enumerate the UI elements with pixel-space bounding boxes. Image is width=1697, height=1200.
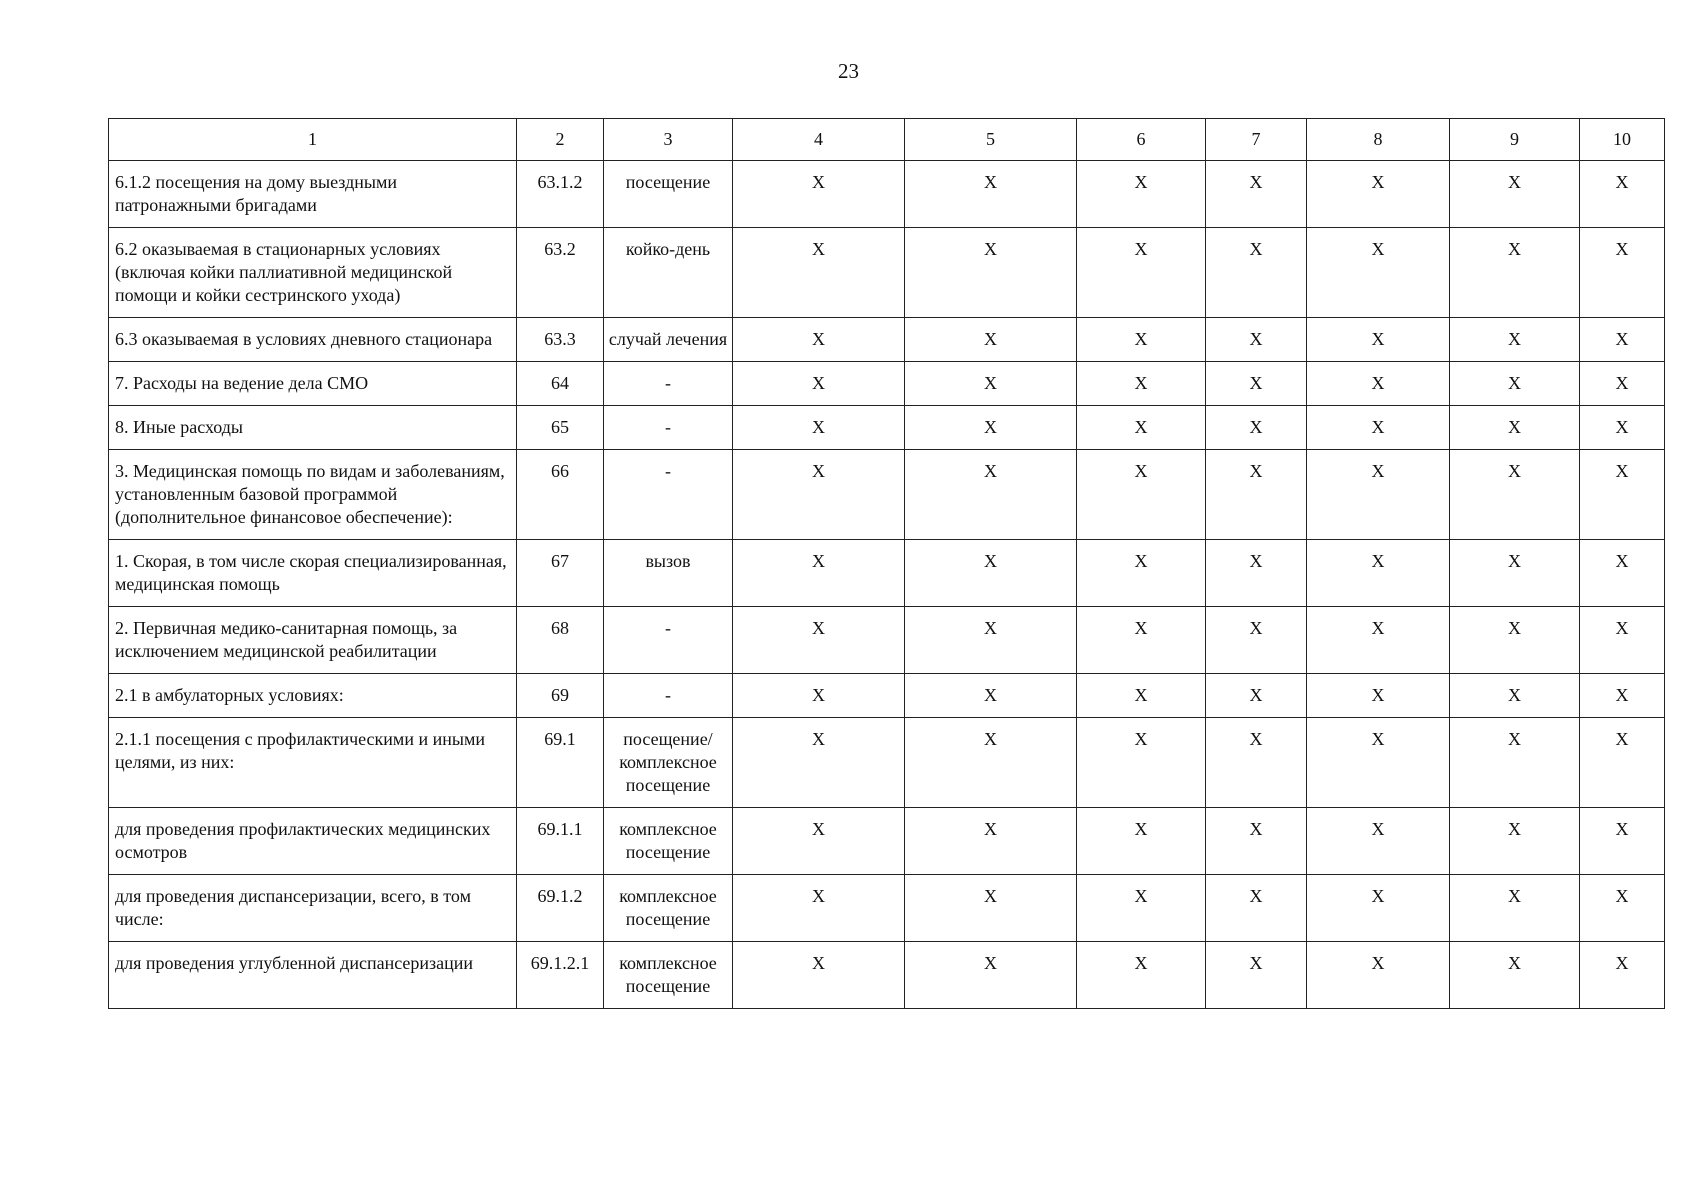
header-row (109, 119, 1665, 161)
row-code-cell: 66 (517, 450, 604, 540)
value-cell-col-9: X (1450, 450, 1580, 540)
row-name-cell: для проведения диспансеризации, всего, в том числе: (109, 875, 517, 942)
value-cell-col-7: X (1206, 450, 1307, 540)
value-cell-col-10: X (1580, 808, 1665, 875)
value-cell-col-7: X (1206, 228, 1307, 318)
value-cell-col-5: X (905, 406, 1077, 450)
value-cell-col-9: X (1450, 674, 1580, 718)
column-header-6: 6 (1077, 119, 1206, 161)
value-cell-col-6: X (1077, 228, 1206, 318)
table-row (109, 607, 1665, 674)
value-cell-col-8: X (1307, 607, 1450, 674)
row-unit-cell: - (604, 607, 733, 674)
value-cell-col-10: X (1580, 875, 1665, 942)
table-row (109, 228, 1665, 318)
value-cell-col-10: X (1580, 942, 1665, 1009)
value-cell-col-9: X (1450, 718, 1580, 808)
column-header-4: 4 (733, 119, 905, 161)
value-cell-col-9: X (1450, 362, 1580, 406)
column-header-2: 2 (517, 119, 604, 161)
row-code-cell: 68 (517, 607, 604, 674)
row-code-cell: 69 (517, 674, 604, 718)
value-cell-col-5: X (905, 540, 1077, 607)
value-cell-col-5: X (905, 362, 1077, 406)
value-cell-col-10: X (1580, 607, 1665, 674)
row-name-cell: 2.1.1 посещения с профилактическими и иными целями, из них: (109, 718, 517, 808)
value-cell-col-6: X (1077, 607, 1206, 674)
row-code-cell: 63.3 (517, 318, 604, 362)
value-cell-col-4: X (733, 540, 905, 607)
row-name-cell: 6.3 оказываемая в условиях дневного стационара (109, 318, 517, 362)
table-row (109, 362, 1665, 406)
table-header (109, 119, 1665, 161)
value-cell-col-7: X (1206, 607, 1307, 674)
row-unit-cell: - (604, 406, 733, 450)
value-cell-col-9: X (1450, 318, 1580, 362)
value-cell-col-8: X (1307, 318, 1450, 362)
value-cell-col-6: X (1077, 362, 1206, 406)
row-code-cell: 69.1.2.1 (517, 942, 604, 1009)
value-cell-col-4: X (733, 674, 905, 718)
row-code-cell: 65 (517, 406, 604, 450)
value-cell-col-5: X (905, 607, 1077, 674)
row-unit-cell: вызов (604, 540, 733, 607)
table-row (109, 808, 1665, 875)
value-cell-col-10: X (1580, 450, 1665, 540)
value-cell-col-5: X (905, 161, 1077, 228)
value-cell-col-8: X (1307, 362, 1450, 406)
value-cell-col-6: X (1077, 808, 1206, 875)
value-cell-col-10: X (1580, 228, 1665, 318)
row-name-cell: 6.2 оказываемая в стационарных условиях (включая койки паллиативной медицинской помощи и койки сестринского ухода) (109, 228, 517, 318)
value-cell-col-10: X (1580, 540, 1665, 607)
value-cell-col-6: X (1077, 161, 1206, 228)
value-cell-col-4: X (733, 318, 905, 362)
row-name-cell: для проведения профилактических медицинских осмотров (109, 808, 517, 875)
value-cell-col-8: X (1307, 228, 1450, 318)
row-code-cell: 69.1.2 (517, 875, 604, 942)
row-name-cell: 8. Иные расходы (109, 406, 517, 450)
value-cell-col-9: X (1450, 942, 1580, 1009)
value-cell-col-9: X (1450, 540, 1580, 607)
value-cell-col-6: X (1077, 450, 1206, 540)
table-row (109, 540, 1665, 607)
value-cell-col-9: X (1450, 607, 1580, 674)
table-row (109, 875, 1665, 942)
table-row (109, 318, 1665, 362)
value-cell-col-4: X (733, 942, 905, 1009)
table-row (109, 942, 1665, 1009)
row-unit-cell: - (604, 362, 733, 406)
value-cell-col-6: X (1077, 942, 1206, 1009)
row-code-cell: 67 (517, 540, 604, 607)
value-cell-col-6: X (1077, 875, 1206, 942)
row-code-cell: 64 (517, 362, 604, 406)
page-number: 23 (838, 59, 859, 83)
value-cell-col-5: X (905, 942, 1077, 1009)
value-cell-col-10: X (1580, 406, 1665, 450)
row-name-cell: 6.1.2 посещения на дому выездными патронажными бригадами (109, 161, 517, 228)
row-unit-cell: комплексное посещение (604, 942, 733, 1009)
table-row (109, 718, 1665, 808)
value-cell-col-8: X (1307, 540, 1450, 607)
value-cell-col-5: X (905, 875, 1077, 942)
column-header-1: 1 (109, 119, 517, 161)
value-cell-col-5: X (905, 674, 1077, 718)
row-unit-cell: - (604, 674, 733, 718)
table-row (109, 406, 1665, 450)
value-cell-col-7: X (1206, 674, 1307, 718)
value-cell-col-6: X (1077, 674, 1206, 718)
column-header-10: 10 (1580, 119, 1665, 161)
value-cell-col-7: X (1206, 942, 1307, 1009)
column-header-9: 9 (1450, 119, 1580, 161)
value-cell-col-4: X (733, 607, 905, 674)
row-code-cell: 63.1.2 (517, 161, 604, 228)
row-name-cell: 2.1 в амбулаторных условиях: (109, 674, 517, 718)
row-name-cell: 1. Скорая, в том числе скорая специализированная, медицинская помощь (109, 540, 517, 607)
value-cell-col-7: X (1206, 540, 1307, 607)
value-cell-col-6: X (1077, 540, 1206, 607)
value-cell-col-4: X (733, 450, 905, 540)
table-row (109, 674, 1665, 718)
value-cell-col-4: X (733, 406, 905, 450)
value-cell-col-4: X (733, 808, 905, 875)
value-cell-col-7: X (1206, 161, 1307, 228)
value-cell-col-6: X (1077, 318, 1206, 362)
value-cell-col-8: X (1307, 406, 1450, 450)
row-code-cell: 69.1.1 (517, 808, 604, 875)
value-cell-col-8: X (1307, 808, 1450, 875)
table-row (109, 450, 1665, 540)
value-cell-col-10: X (1580, 362, 1665, 406)
value-cell-col-10: X (1580, 318, 1665, 362)
value-cell-col-8: X (1307, 674, 1450, 718)
column-header-7: 7 (1206, 119, 1307, 161)
value-cell-col-8: X (1307, 875, 1450, 942)
table-body (109, 161, 1665, 1009)
row-unit-cell: койко-день (604, 228, 733, 318)
value-cell-col-5: X (905, 228, 1077, 318)
value-cell-col-4: X (733, 718, 905, 808)
row-unit-cell: посещение/ комплексное посещение (604, 718, 733, 808)
column-header-3: 3 (604, 119, 733, 161)
value-cell-col-9: X (1450, 406, 1580, 450)
value-cell-col-10: X (1580, 161, 1665, 228)
value-cell-col-9: X (1450, 161, 1580, 228)
value-cell-col-10: X (1580, 718, 1665, 808)
value-cell-col-9: X (1450, 228, 1580, 318)
value-cell-col-6: X (1077, 406, 1206, 450)
value-cell-col-8: X (1307, 942, 1450, 1009)
value-cell-col-7: X (1206, 362, 1307, 406)
value-cell-col-8: X (1307, 450, 1450, 540)
value-cell-col-6: X (1077, 718, 1206, 808)
value-cell-col-7: X (1206, 718, 1307, 808)
value-cell-col-9: X (1450, 875, 1580, 942)
row-code-cell: 69.1 (517, 718, 604, 808)
value-cell-col-8: X (1307, 161, 1450, 228)
value-cell-col-4: X (733, 362, 905, 406)
value-cell-col-4: X (733, 161, 905, 228)
data-table (108, 118, 1665, 1009)
value-cell-col-4: X (733, 228, 905, 318)
row-name-cell: для проведения углубленной диспансеризации (109, 942, 517, 1009)
row-unit-cell: посещение (604, 161, 733, 228)
value-cell-col-7: X (1206, 406, 1307, 450)
value-cell-col-7: X (1206, 808, 1307, 875)
value-cell-col-4: X (733, 875, 905, 942)
row-unit-cell: комплексное посещение (604, 808, 733, 875)
value-cell-col-9: X (1450, 808, 1580, 875)
column-header-5: 5 (905, 119, 1077, 161)
value-cell-col-5: X (905, 808, 1077, 875)
row-name-cell: 3. Медицинская помощь по видам и заболеваниям, установленным базовой программой (дополнительное финансовое обеспечение): (109, 450, 517, 540)
row-name-cell: 7. Расходы на ведение дела СМО (109, 362, 517, 406)
value-cell-col-8: X (1307, 718, 1450, 808)
value-cell-col-7: X (1206, 318, 1307, 362)
value-cell-col-5: X (905, 318, 1077, 362)
column-header-8: 8 (1307, 119, 1450, 161)
row-unit-cell: случай лечения (604, 318, 733, 362)
value-cell-col-7: X (1206, 875, 1307, 942)
value-cell-col-5: X (905, 718, 1077, 808)
table-row (109, 161, 1665, 228)
row-unit-cell: комплексное посещение (604, 875, 733, 942)
row-name-cell: 2. Первичная медико-санитарная помощь, за исключением медицинской реабилитации (109, 607, 517, 674)
value-cell-col-10: X (1580, 674, 1665, 718)
row-unit-cell: - (604, 450, 733, 540)
value-cell-col-5: X (905, 450, 1077, 540)
row-code-cell: 63.2 (517, 228, 604, 318)
